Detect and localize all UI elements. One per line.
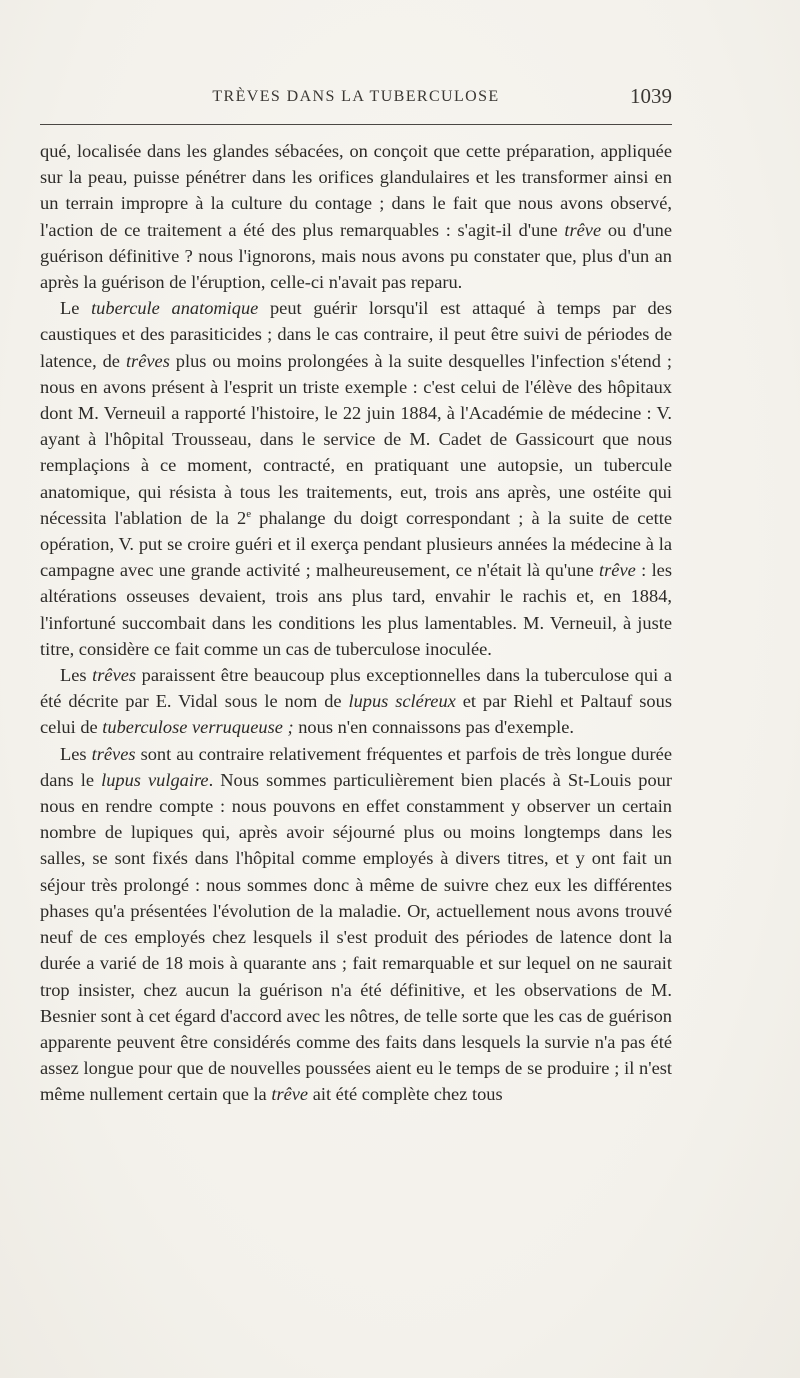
p4-text-d: ait été complète chez tous <box>308 1084 503 1105</box>
p2-text-e: : les altérations osseuses devaient, trois ans plus tard, envahir le rachis et, en 1884, l'infortuné succombait dans les conditions les plus lamentables. M. Verneuil, à juste titre, considère ce fait comme un cas de tuberculose inoculée. <box>40 560 672 659</box>
paragraph-3 <box>40 662 672 741</box>
p1-text-b: ou d'une guérison définitive ? nous l'ignorons, mais nous avons pu constater que, plus d'un an après la guérison de l'éruption, celle-ci n'avait pas reparu. <box>40 219 672 293</box>
p2-italic-3: trêve <box>599 560 636 581</box>
p2-text-c: plus ou moins prolongées à la suite desquelles l'infection s'étend ; nous en avons présent à l'esprit un triste exemple : c'est celui de l'élève des hôpitaux dont M. Verneuil a rapporté l'histoire, le 22 juin 1884, à l'Académie de médecine : V. ayant à l'hôpital Trousseau, dans le service de M. Cadet de Gassicourt que nous remplaçions à ce moment, contracté, en pratiquant une autopsie, un tubercule anatomique, qui résista à tous les traitements, eut, trois ans après, une ostéite qui nécessita l'ablation de la 2 <box>40 350 673 528</box>
header-rule <box>40 124 672 125</box>
paragraph-2 <box>40 295 672 662</box>
p3-text-d: nous n'en connaissons pas d'exemple. <box>293 717 575 738</box>
p3-text-b: paraissent être beaucoup plus exceptionnelles dans la tuberculose qui a été décrite par E. Vidal sous le nom de <box>40 665 672 712</box>
paragraph-1 <box>40 138 672 295</box>
running-title: TRÈVES DANS LA TUBERCULOSE <box>212 88 500 105</box>
p2-superscript: e <box>246 507 252 520</box>
p3-italic-2: lupus scléreux <box>348 691 456 712</box>
p3-text-a: Les <box>60 665 93 686</box>
p2-text-d: phalange du doigt correspondant ; à la suite de cette opération, V. put se croire guéri et il exerça pendant plusieurs années la médecine à la campagne avec une grande activité ; malheureusement, ce n'était là qu'une <box>40 507 672 581</box>
p2-italic-2: trêves <box>125 350 170 371</box>
p2-text-a: Le <box>60 298 92 319</box>
page-header <box>40 84 672 116</box>
p4-text-a: Les <box>60 743 92 764</box>
p2-text-b: peut guérir lorsqu'il est attaqué à temps par des caustiques et des parasiticides ; dans le cas contraire, il peut être suivi de périodes de latence, de <box>40 298 672 371</box>
p4-text-c: . Nous sommes particulièrement bien placés à St-Louis pour nous en rendre compte : nous pouvons en effet constamment y observer un certain nombre de lupiques qui, après avoir séjourné plus ou moins longtemps dans les salles, se sont fixés dans l'hôpital comme employés à divers titres, et y ont fait un séjour très prolongé : nous sommes donc à même de suivre chez eux les différentes phases qu'a présentées l'évolution de la maladie. Or, actuellement nous avons trouvé neuf de ces employés chez lesquels il s'est produit des périodes de latence dont la durée a varié de 18 mois à quarante ans ; fait remarquable et sur lequel on ne saurait trop insister, chez aucun la guérison n'a été définitive, et les observations de M. Besnier sont à cet égard d'accord avec les nôtres, de telle sorte que les cas de guérison apparente peuvent être considérés comme des faits dans lesquels la survie n'a pas été assez longue pour que de nouvelles poussées aient eu le temps de se produire ; il n'est même nullement certain que la <box>40 769 673 1105</box>
p4-italic-2: lupus vulgaire <box>101 769 209 790</box>
paragraph-4 <box>40 741 672 1108</box>
p3-italic-1: trêves <box>92 665 137 686</box>
p1-italic-1: trêve <box>564 219 602 240</box>
body-text <box>40 138 672 1108</box>
p4-italic-1: trêves <box>91 743 136 764</box>
p1-text-a: qué, localisée dans les glandes sébacées, on conçoit que cette préparation, appliquée sur la peau, puisse pénétrer dans les orifices glandulaires et les transformer ainsi en un terrain impropre à la culture du contage ; dans le fait que nous avons observé, l'action de ce traitement a été des plus remarquables : s'agit-il d'une <box>40 141 672 240</box>
p3-text-c: et par Riehl et Paltauf sous celui de <box>40 691 672 738</box>
page-number: 1039 <box>630 84 672 108</box>
p4-text-b: sont au contraire relativement fréquentes et parfois de très longue durée dans le <box>40 743 673 790</box>
p4-italic-3: trêve <box>271 1084 309 1105</box>
p2-italic-1: tubercule anatomique <box>91 298 259 319</box>
p3-italic-3: tuberculose verruqueuse ; <box>102 717 294 738</box>
